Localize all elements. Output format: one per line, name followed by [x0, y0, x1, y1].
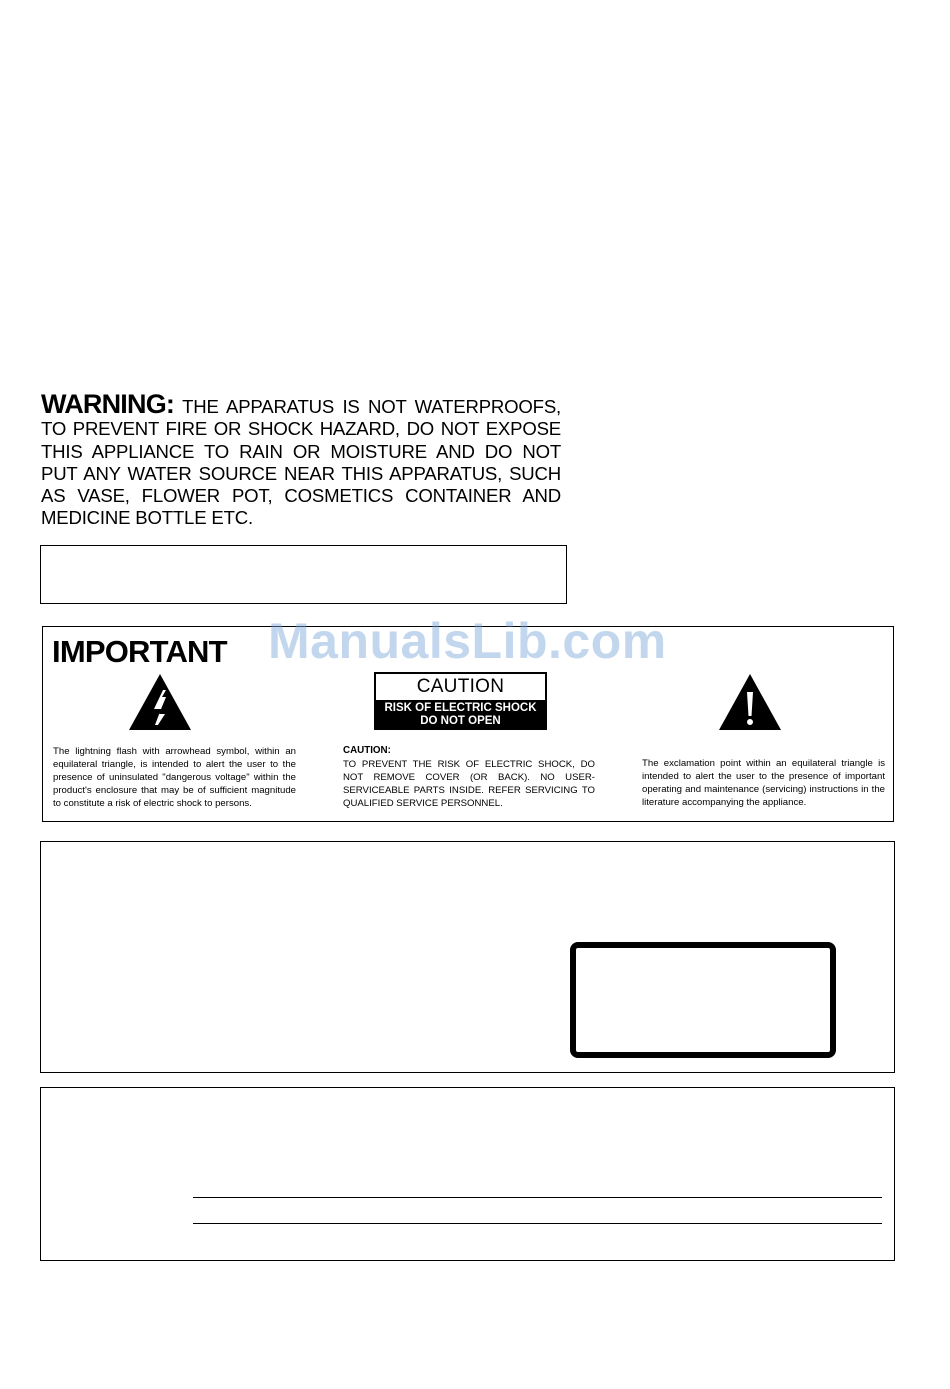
important-title: IMPORTANT — [52, 634, 227, 669]
lightning-triangle-icon — [127, 672, 193, 732]
entry-line-1 — [193, 1197, 882, 1198]
caution-text: TO PREVENT THE RISK OF ELECTRIC SHOCK, DO NOT REMOVE COVER (OR BACK). NO USER-SERVICEABLE PARTS INSIDE. REFER SERVICING TO QUALIFIED SERVICE PERSONNEL. — [343, 759, 595, 809]
blank-notice-box — [40, 545, 567, 604]
caution-label-band — [376, 700, 545, 728]
warning-paragraph — [41, 389, 561, 530]
lightning-explanation: The lightning flash with arrowhead symbol, within an equilateral triangle, is intended to alert the user to the presence of uninsulated "dangerous voltage" within the product's enclosure that may be of sufficient magnitude to constitute a risk of electric shock to persons. — [53, 746, 296, 809]
caution-heading: CAUTION: — [343, 745, 391, 756]
warning-label: WARNING: — [41, 389, 175, 419]
record-box — [40, 1087, 895, 1261]
entry-line-2 — [193, 1223, 882, 1224]
warning-text: THE APPARATUS IS NOT WATERPROOFS, TO PREVENT FIRE OR SHOCK HAZARD, DO NOT EXPOSE THIS APPLIANCE TO RAIN OR MOISTURE AND DO NOT PUT ANY WATER SOURCE NEAR THIS APPARATUS, SUCH AS VASE, FLOWER POT, COSMETICS CONTAINER AND MEDICINE BOTTLE ETC. — [41, 396, 561, 529]
label-frame — [570, 942, 836, 1058]
exclamation-triangle-icon — [717, 672, 783, 732]
caution-label — [374, 672, 547, 730]
caution-label-title: CAUTION — [416, 676, 505, 697]
exclamation-explanation: The exclamation point within an equilateral triangle is intended to alert the user to the presence of important operating and maintenance (servicing) instructions in the literature accompanying the appliance. — [642, 758, 885, 808]
watermark: ManualsLib.com — [268, 613, 667, 669]
caution-label-line-2: DO NOT OPEN — [420, 714, 501, 727]
caution-label-line-1: RISK OF ELECTRIC SHOCK — [384, 702, 537, 714]
label-notice-box — [40, 841, 895, 1073]
